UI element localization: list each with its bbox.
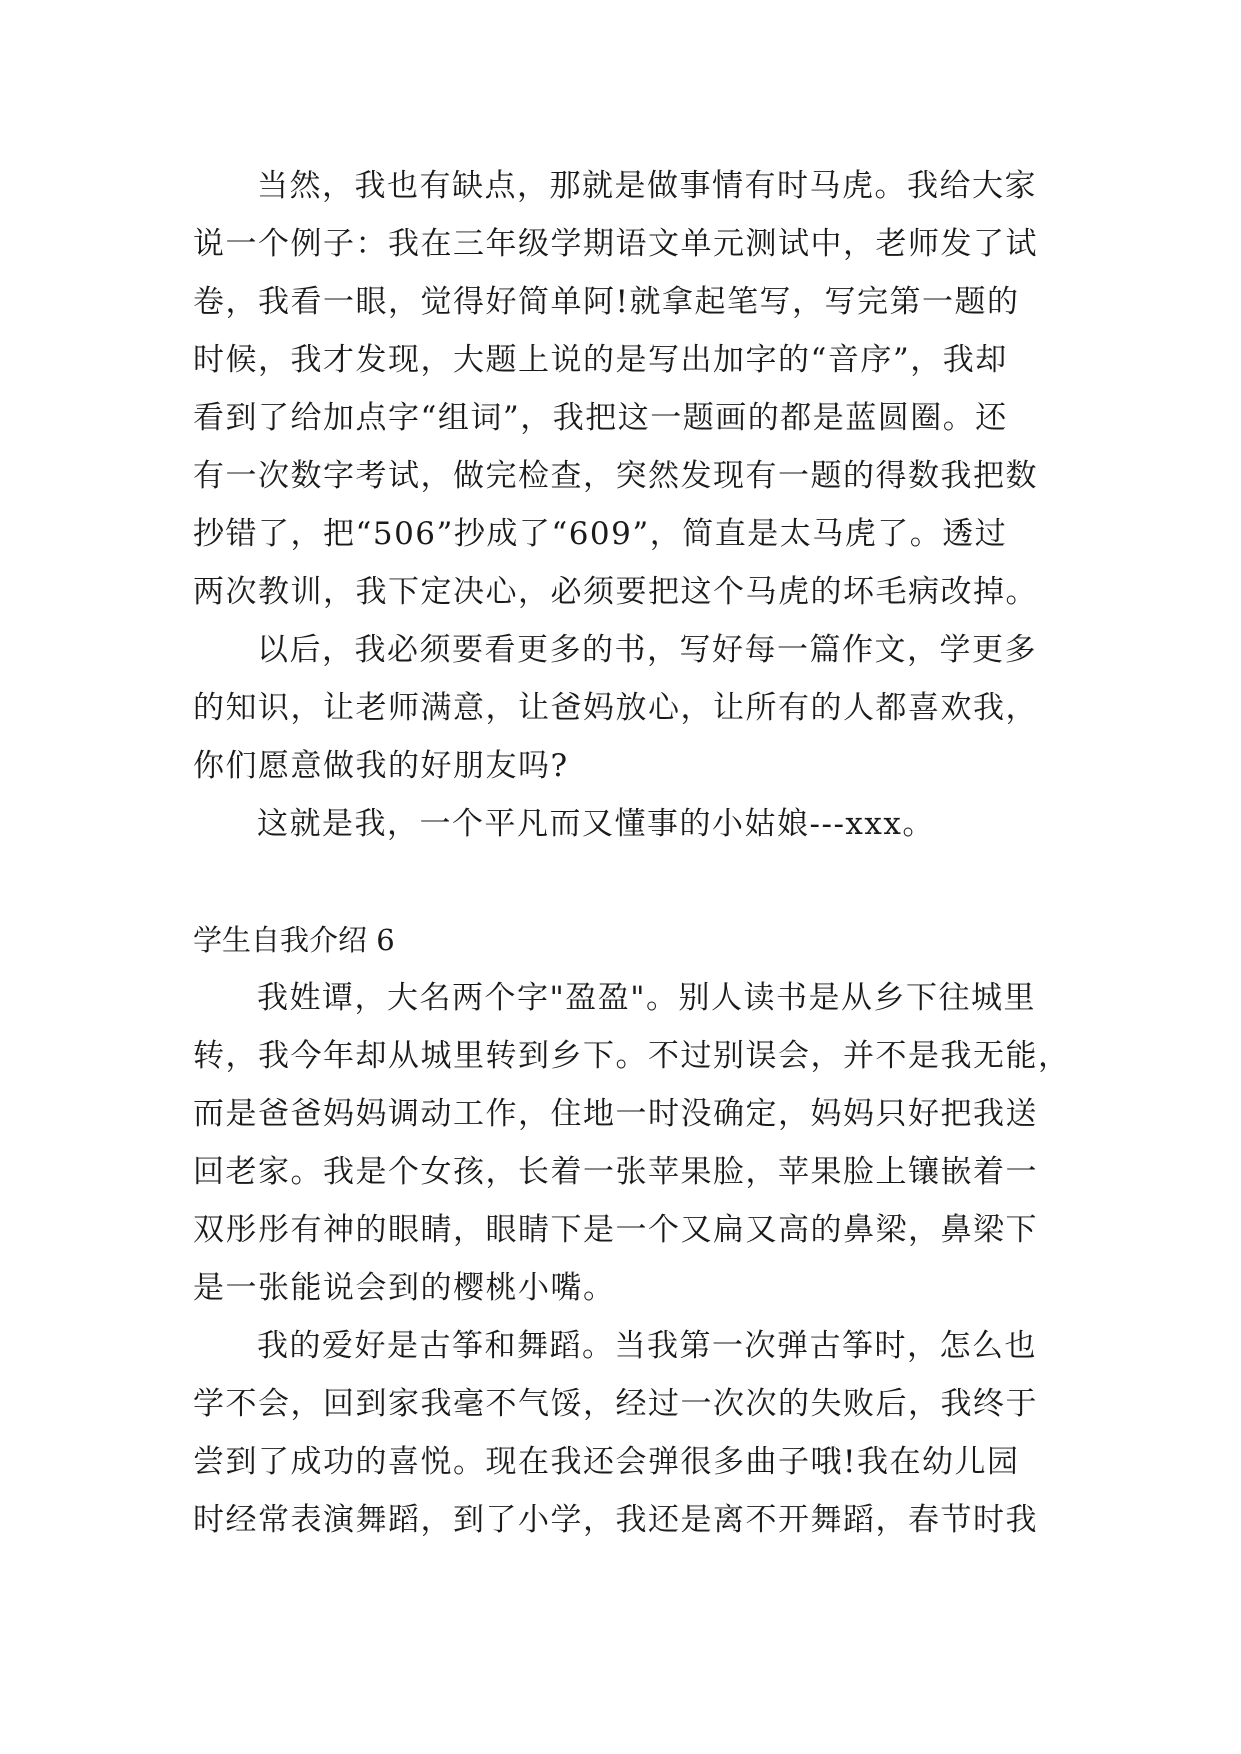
text-line: 时候，我才发现，大题上说的是写出加字的“音序”，我却 xyxy=(193,342,1008,378)
text-line: 以后，我必须要看更多的书，写好每一篇作文，学更多 xyxy=(257,632,1037,668)
text-line: 这就是我，一个平凡而又懂事的小姑娘---xxx。 xyxy=(257,806,935,842)
text-line: 是一张能说会到的樱桃小嘴。 xyxy=(193,1270,616,1306)
text-line: 有一次数字考试，做完检查，突然发现有一题的得数我把数 xyxy=(193,458,1038,494)
text-line: 卷，我看一眼，觉得好简单阿!就拿起笔写，写完第一题的 xyxy=(193,284,1020,320)
text-line: 当然，我也有缺点，那就是做事情有时马虎。我给大家 xyxy=(257,168,1037,204)
text-line: 尝到了成功的喜悦。现在我还会弹很多曲子哦!我在幼儿园 xyxy=(193,1444,1020,1480)
text-line: 两次教训，我下定决心，必须要把这个马虎的坏毛病改掉。 xyxy=(193,574,1038,610)
text-line: 抄错了，把“506”抄成了“609”，简直是太马虎了。透过 xyxy=(193,516,1008,552)
text-line: 看到了给加点字“组词”，我把这一题画的都是蓝圆圈。还 xyxy=(193,400,1008,436)
text-line: 时经常表演舞蹈，到了小学，我还是离不开舞蹈，春节时我 xyxy=(193,1502,1038,1538)
text-line: 回老家。我是个女孩，长着一张苹果脸，苹果脸上镶嵌着一 xyxy=(193,1154,1038,1190)
text-line: 学不会，回到家我毫不气馁，经过一次次的失败后，我终于 xyxy=(193,1386,1038,1422)
text-line: 说一个例子：我在三年级学期语文单元测试中，老师发了试 xyxy=(193,226,1038,262)
text-line: 我姓谭，大名两个字"盈盈"。别人读书是从乡下往城里 xyxy=(257,980,1037,1016)
text-line: 我的爱好是古筝和舞蹈。当我第一次弹古筝时，怎么也 xyxy=(257,1328,1037,1364)
section-heading: 学生自我介绍 6 xyxy=(193,923,395,957)
text-line: 转，我今年却从城里转到乡下。不过别误会，并不是我无能， xyxy=(193,1038,1071,1074)
text-line: 双彤彤有神的眼睛，眼睛下是一个又扁又高的鼻梁，鼻梁下 xyxy=(193,1212,1038,1248)
text-line: 而是爸爸妈妈调动工作，住地一时没确定，妈妈只好把我送 xyxy=(193,1096,1038,1132)
text-line: 的知识，让老师满意，让爸妈放心，让所有的人都喜欢我， xyxy=(193,690,1038,726)
text-line: 你们愿意做我的好朋友吗? xyxy=(193,748,569,784)
